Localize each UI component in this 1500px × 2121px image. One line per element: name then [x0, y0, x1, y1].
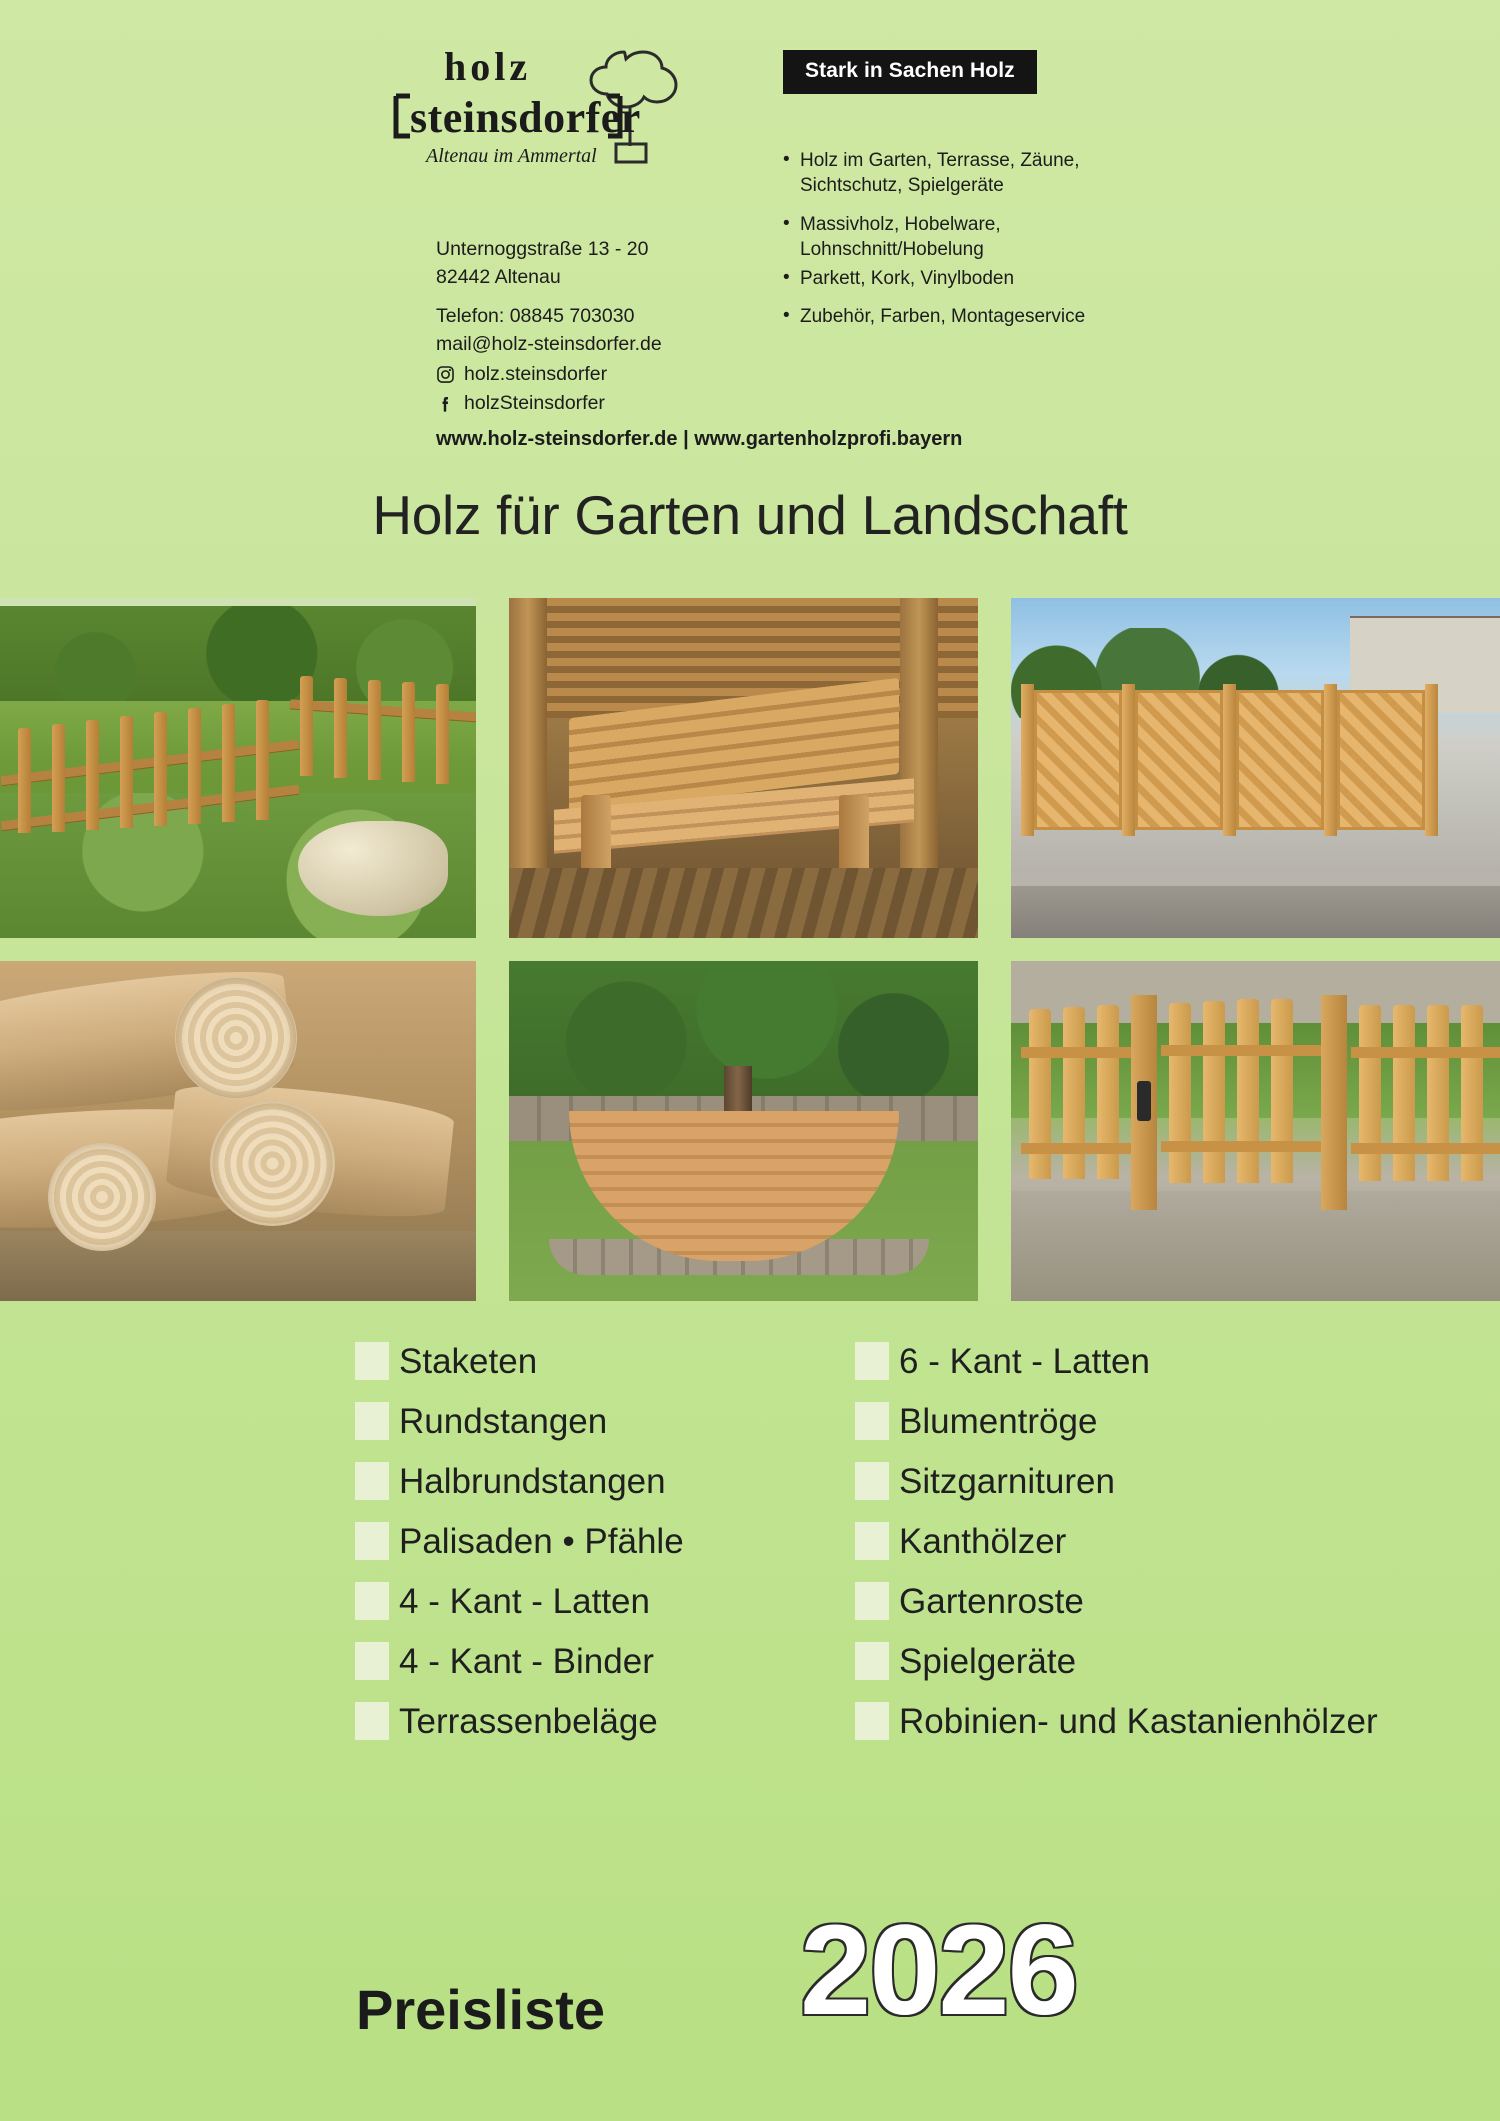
product-label: Spielgeräte — [899, 1641, 1077, 1681]
list-item — [355, 1340, 810, 1382]
page-title: Holz für Garten und Landschaft — [372, 484, 1128, 546]
product-label: Staketen — [399, 1341, 538, 1381]
list-item — [355, 1580, 810, 1622]
product-column-left — [355, 1340, 810, 1760]
fence-pale — [1461, 1005, 1483, 1181]
gate-pale — [1203, 1001, 1225, 1183]
fence-panel — [1236, 690, 1324, 830]
paving — [1011, 1191, 1500, 1301]
company-logo — [392, 40, 732, 200]
fence-pale — [52, 724, 65, 832]
product-label: 4 - Kant - Latten — [399, 1581, 650, 1621]
product-label: Palisaden • Pfähle — [399, 1521, 684, 1561]
fence-post — [1324, 684, 1337, 836]
bullet-swatch — [855, 1702, 889, 1740]
svg-text:Altenau im Ammertal: Altenau im Ammertal — [426, 145, 597, 167]
product-lists — [0, 1340, 1500, 1760]
gallery-row-bottom — [0, 961, 1500, 1301]
status-badge: Stark in Sachen Holz — [783, 50, 1037, 94]
year-label: 2026 — [800, 1899, 1077, 2042]
facebook-icon — [436, 395, 455, 414]
fence-post — [1122, 684, 1135, 836]
photo-picket-fence-garden — [0, 598, 476, 938]
contact-block — [436, 236, 662, 418]
fence-pale — [86, 720, 99, 830]
fence-rail — [1351, 1047, 1500, 1058]
product-label: Sitzgarnituren — [899, 1461, 1115, 1501]
fence-pale — [1427, 1005, 1449, 1181]
product-label: Terrassenbeläge — [399, 1701, 658, 1741]
list-item — [855, 1340, 1495, 1382]
website-links[interactable]: www.holz-steinsdorfer.de | www.gartenholzprofi.bayern — [436, 428, 963, 450]
instagram-icon — [436, 365, 455, 384]
phone: Telefon: 08845 703030 — [436, 305, 635, 328]
product-column-right — [855, 1340, 1495, 1760]
list-item — [855, 1460, 1495, 1502]
fence-pale — [436, 684, 449, 784]
product-label: 4 - Kant - Binder — [399, 1641, 654, 1681]
facebook-handle: holzSteinsdorfer — [464, 392, 605, 415]
fence-panel — [1135, 690, 1223, 830]
fence-panel — [1337, 690, 1425, 830]
bullet-swatch — [355, 1522, 389, 1560]
list-item — [855, 1580, 1495, 1622]
gate-pale — [1271, 999, 1293, 1183]
photo-gallery — [0, 598, 1500, 1324]
bullet-swatch — [355, 1582, 389, 1620]
instagram-row[interactable] — [436, 361, 662, 389]
fence-post — [1021, 684, 1034, 836]
fence-pale — [188, 708, 201, 824]
list-item — [855, 1640, 1495, 1682]
list-item — [855, 1700, 1495, 1742]
product-label: Robinien- und Kastanienhölzer — [899, 1701, 1378, 1741]
photo-terrace-around-tree — [509, 961, 978, 1301]
bullet-swatch — [355, 1402, 389, 1440]
fence-pale — [256, 700, 269, 820]
photo-diagonal-slat-fence — [1011, 598, 1500, 938]
fence-pale — [18, 728, 31, 833]
instagram-handle: holz.steinsdorfer — [464, 362, 608, 385]
bullet-swatch — [855, 1342, 889, 1380]
fence-rail — [1021, 1047, 1131, 1058]
gallery-row-top — [0, 598, 1500, 938]
fence-pale — [334, 678, 347, 778]
gate-rail — [1161, 1141, 1321, 1152]
gate-pale — [1169, 1003, 1191, 1183]
log-end-face — [175, 977, 297, 1099]
fence-pale — [402, 682, 415, 782]
photo-picket-gate — [1011, 961, 1500, 1301]
logo-mark — [392, 40, 732, 200]
fence-post — [1425, 684, 1438, 836]
fence-panel — [1034, 690, 1122, 830]
fence-pale — [1393, 1005, 1415, 1181]
photo-wooden-bench — [509, 598, 978, 938]
fence-pale — [368, 680, 381, 780]
product-label: Halbrundstangen — [399, 1461, 666, 1501]
header — [0, 0, 1500, 546]
fence-pale — [300, 676, 313, 776]
list-item: • Massivholz, Hobelware, Lohnschnitt/Hobelung — [783, 212, 1103, 263]
product-label: 6 - Kant - Latten — [899, 1341, 1150, 1381]
address-street: Unternoggstraße 13 - 20 — [436, 238, 649, 260]
fence-pale — [222, 704, 235, 822]
log-end-face — [48, 1143, 156, 1251]
services-list — [783, 148, 1103, 343]
product-label: Gartenroste — [899, 1581, 1084, 1621]
product-label: Blumentröge — [899, 1401, 1098, 1441]
spacer — [436, 291, 662, 303]
fence-post — [1223, 684, 1236, 836]
fence-pale — [120, 716, 133, 828]
fence-rail — [1021, 1143, 1131, 1154]
gate-pale — [1237, 999, 1259, 1183]
list-item — [355, 1520, 810, 1562]
email[interactable]: mail@holz-steinsdorfer.de — [436, 333, 662, 356]
facebook-row[interactable] — [436, 390, 662, 418]
footer — [0, 1899, 1500, 2121]
list-item — [355, 1400, 810, 1442]
list-item — [355, 1700, 810, 1742]
product-label: Kanthölzer — [899, 1521, 1067, 1561]
curb — [1011, 872, 1500, 886]
log-end-face — [210, 1101, 335, 1226]
product-label: Rundstangen — [399, 1401, 608, 1441]
price-list-label: Preisliste — [356, 1978, 606, 2041]
road — [1011, 886, 1500, 938]
address-city: 82442 Altenau — [436, 265, 561, 288]
bullet-swatch — [355, 1342, 389, 1380]
gate-rail — [1161, 1045, 1321, 1056]
bullet-swatch — [355, 1702, 389, 1740]
bullet-swatch — [855, 1522, 889, 1560]
terrace-floor — [509, 868, 978, 938]
bullet-swatch — [855, 1462, 889, 1500]
gate-handle-icon — [1137, 1081, 1151, 1121]
list-item: • Zubehör, Farben, Montageservice — [783, 304, 1103, 329]
list-item: • Holz im Garten, Terrasse, Zäune, Sichtschutz, Spielgeräte — [783, 148, 1103, 199]
list-item — [355, 1640, 810, 1682]
list-item — [855, 1520, 1495, 1562]
bullet-swatch — [355, 1642, 389, 1680]
svg-text:holz: holz — [444, 44, 532, 89]
list-item — [855, 1400, 1495, 1442]
photo-stacked-logs — [0, 961, 476, 1301]
svg-text:steinsdorfer: steinsdorfer — [410, 93, 641, 142]
gate-post — [1321, 995, 1347, 1210]
fence-rail — [1351, 1143, 1500, 1154]
bullet-swatch — [855, 1642, 889, 1680]
bullet-swatch — [355, 1462, 389, 1500]
fence-pale — [154, 712, 167, 826]
fence-rail — [1, 740, 300, 785]
bullet-swatch — [855, 1582, 889, 1620]
list-item — [355, 1460, 810, 1502]
bullet-swatch — [855, 1402, 889, 1440]
list-item: • Parkett, Kork, Vinylboden — [783, 266, 1103, 291]
fence-pale — [1359, 1005, 1381, 1181]
